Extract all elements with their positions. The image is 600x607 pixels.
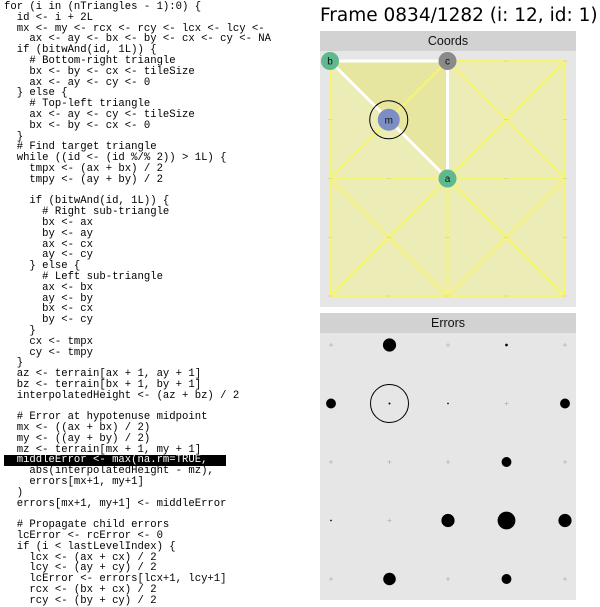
error-dot xyxy=(498,512,516,530)
code-line: ay <- by xyxy=(4,292,94,305)
code-line: ax <- ay <- bx <- by <- cx <- cy <- NA xyxy=(4,33,272,46)
code-line: # Left sub-triangle xyxy=(4,270,163,283)
code-line: # Error at hypotenuse midpoint xyxy=(4,411,208,424)
error-dot xyxy=(558,514,571,527)
code-line: lcy <- (ay + cy) / 2 xyxy=(4,562,157,575)
code-line: # Top-left triangle xyxy=(4,98,151,111)
coords-plot xyxy=(320,51,576,307)
code-line: ay <- cy xyxy=(4,249,94,262)
error-dot xyxy=(441,514,454,527)
code-line: bz <- terrain[bx + 1, by + 1] xyxy=(4,378,202,391)
error-dot xyxy=(502,457,512,467)
code-line: interpolatedHeight <- (az + bz) / 2 xyxy=(4,389,240,402)
code-line: mx <- ((ax + bx) / 2) xyxy=(4,422,151,435)
error-dot xyxy=(560,399,570,409)
code-line: lcx <- (ax + cx) / 2 xyxy=(4,551,157,564)
code-line: tmpx <- (ax + bx) / 2 xyxy=(4,162,163,175)
errors-panel xyxy=(320,313,576,600)
code-line: bx <- by <- cx <- tileSize xyxy=(4,65,195,78)
code-line: } else { xyxy=(4,260,81,273)
code-line: # Bottom-right triangle xyxy=(4,54,176,67)
code-line: # Find target triangle xyxy=(4,141,157,154)
code-line: cx <- tmpx xyxy=(4,335,94,348)
error-dot xyxy=(383,338,396,351)
code-line-highlighted: middleError <- max(na.rm=TRUE, xyxy=(4,455,226,466)
errors-header: Errors xyxy=(320,313,576,333)
error-dot xyxy=(505,344,508,347)
code-line: if (bitwAnd(id, 1L)) { xyxy=(4,44,157,57)
code-line: tmpy <- (ay + by) / 2 xyxy=(4,173,163,186)
errors-plot xyxy=(320,333,576,600)
code-line: errors[mx+1, my+1] xyxy=(4,476,144,489)
error-dot xyxy=(383,573,396,586)
code-line: ax <- cx xyxy=(4,238,94,251)
code-line: lcError <- rcError <- 0 xyxy=(4,530,163,543)
code-line: } xyxy=(4,357,24,370)
code-line: ax <- bx xyxy=(4,281,94,294)
code-line: if (bitwAnd(id, 1L)) { xyxy=(4,195,170,208)
code-line: mx <- my <- rcx <- rcy <- lcx <- lcy <- xyxy=(4,22,265,35)
error-dot xyxy=(447,403,449,405)
error-dot xyxy=(502,574,512,584)
code-line: mz <- terrain[mx + 1, my + 1] xyxy=(4,443,202,456)
point-m-label: m xyxy=(384,115,393,127)
code-line: bx <- cx xyxy=(4,303,94,316)
code-line: while ((id <- (id %/% 2)) > 1L) { xyxy=(4,152,227,165)
coords-panel xyxy=(320,31,576,307)
point-b-label: b xyxy=(327,56,333,68)
point-a-label: a xyxy=(444,174,451,185)
code-line: if (i < lastLevelIndex) { xyxy=(4,540,176,553)
code-line: my <- ((ay + by) / 2) xyxy=(4,432,151,445)
point-c-label: c xyxy=(445,56,450,68)
code-line: } else { xyxy=(4,87,68,100)
code-line: # Right sub-triangle xyxy=(4,206,170,219)
code-line: id <- i + 2L xyxy=(4,11,94,24)
code-line: rcy <- (by + cy) / 2 xyxy=(4,594,157,607)
error-dot xyxy=(389,403,391,405)
frame-title: Frame 0834/1282 (i: 12, id: 1) xyxy=(320,5,598,26)
code-line: } xyxy=(4,130,24,143)
code-line: for (i in (nTriangles - 1):0) { xyxy=(4,1,202,13)
code-line: ) xyxy=(4,486,24,499)
coords-header: Coords xyxy=(320,31,576,51)
code-line: rcx <- (bx + cx) / 2 xyxy=(4,584,157,597)
error-dot xyxy=(326,399,336,409)
error-dot xyxy=(330,520,332,522)
code-line: az <- terrain[ax + 1, ay + 1] xyxy=(4,368,202,381)
code-listing xyxy=(4,1,316,607)
code-line: by <- cy xyxy=(4,314,94,327)
code-line: ax <- ay <- cy <- tileSize xyxy=(4,108,195,121)
code-line: lcError <- errors[lcx+1, lcy+1] xyxy=(4,573,227,586)
code-line: bx <- by <- cx <- 0 xyxy=(4,119,151,132)
code-line: abs(interpolatedHeight - mz), xyxy=(4,465,214,478)
code-line: by <- ay xyxy=(4,227,94,240)
code-line: } xyxy=(4,324,36,337)
code-line: errors[mx+1, my+1] <- middleError xyxy=(4,497,227,510)
code-line: # Propagate child errors xyxy=(4,519,170,532)
code-line: bx <- ax xyxy=(4,216,94,229)
code-line: ax <- ay <- cy <- 0 xyxy=(4,76,151,89)
code-line: cy <- tmpy xyxy=(4,346,94,359)
